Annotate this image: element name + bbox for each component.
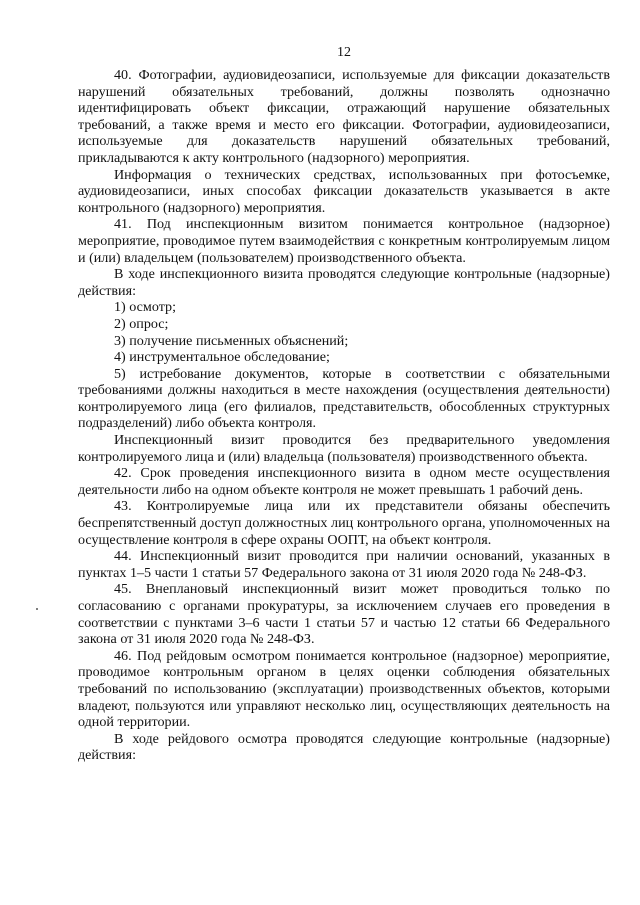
paragraph-46-intro: В ходе рейдового осмотра проводятся следующие контрольные (надзорные) действия: — [78, 730, 610, 764]
paragraph-40-info: Информация о технических средствах, использованных при фотосъемке, аудиовидеозаписи, иных способах фиксации доказательств указывается в акте контрольного (надзорного) мероприятия. — [78, 166, 610, 216]
paragraph-44: 44. Инспекционный визит проводится при наличии оснований, указанных в пунктах 1–5 части 1 статьи 57 Федерального закона от 31 июля 2020 года № 248-ФЗ. — [78, 548, 610, 581]
paragraph-41-intro: В ходе инспекционного визита проводятся следующие контрольные (надзорные) действия: — [78, 266, 610, 299]
page-number: 12 — [337, 45, 351, 60]
list-item-inspection-action-2: 2) опрос; — [114, 315, 169, 332]
list-item-inspection-action-4: 4) инструментальное обследование; — [114, 349, 330, 366]
paragraph-41-notice: Инспекционный визит проводится без предварительного уведомления контролируемого лица и (или) владельца (пользователя) производственного объекта. — [78, 432, 610, 465]
paragraph-43: 43. Контролируемые лица или их представители обязаны обеспечить беспрепятственный доступ должностных лиц контрольного органа, уполномоченных на осуществление контроля в сфере охраны ООПТ, на объект контроля. — [78, 498, 610, 548]
paragraph-46: 46. Под рейдовым осмотром понимается контрольное (надзорное) мероприятие, проводимое контрольным органом в целях оценки соблюдения обязательных требований по использованию (эксплуатации) производственных объектов, которыми владеют, пользуются или управляют несколько лиц, осуществляющих деятельность на одной территории. — [78, 647, 610, 731]
list-item-inspection-action-5: 5) истребование документов, которые в соответствии с обязательными требованиями должны находиться в месте нахождения (осуществления деятельности) контролируемого лица (его филиалов, представительств, обособленных структурных подразделений) либо объекта контроля. — [78, 365, 610, 432]
paragraph-40: 40. Фотографии, аудиовидеозаписи, используемые для фиксации доказательств нарушений обязательных требований, должны позволять однозначно идентифицировать объект фиксации, отражающий нарушение обязательных требований, а также время и место его фиксации. Фотографии, аудиовидеозаписи, используемые для доказательств нарушений обязательных требований, прикладываются к акту контрольного (надзорного) мероприятия. — [78, 67, 610, 166]
list-item-inspection-action-1: 1) осмотр; — [114, 299, 176, 316]
margin-dot — [36, 608, 38, 610]
paragraph-41: 41. Под инспекционным визитом понимается контрольное (надзорное) мероприятие, проводимое путем взаимодействия с конкретным контролируемым лицом и (или) владельцем (пользователем) производственного объекта. — [78, 216, 610, 266]
paragraph-45: 45. Внеплановый инспекционный визит может проводиться только по согласованию с органами прокуратуры, за исключением случаев его проведения в соответствии с пунктами 3–6 части 1 статьи 57 и частью 12 статьи 66 Федерального закона от 31 июля 2020 года № 248-ФЗ. — [78, 581, 610, 648]
paragraph-42: 42. Срок проведения инспекционного визита в одном месте осуществления деятельности либо на одном объекте контроля не может превышать 1 рабочий день. — [78, 465, 610, 498]
list-item-inspection-action-3: 3) получение письменных объяснений; — [114, 332, 349, 349]
